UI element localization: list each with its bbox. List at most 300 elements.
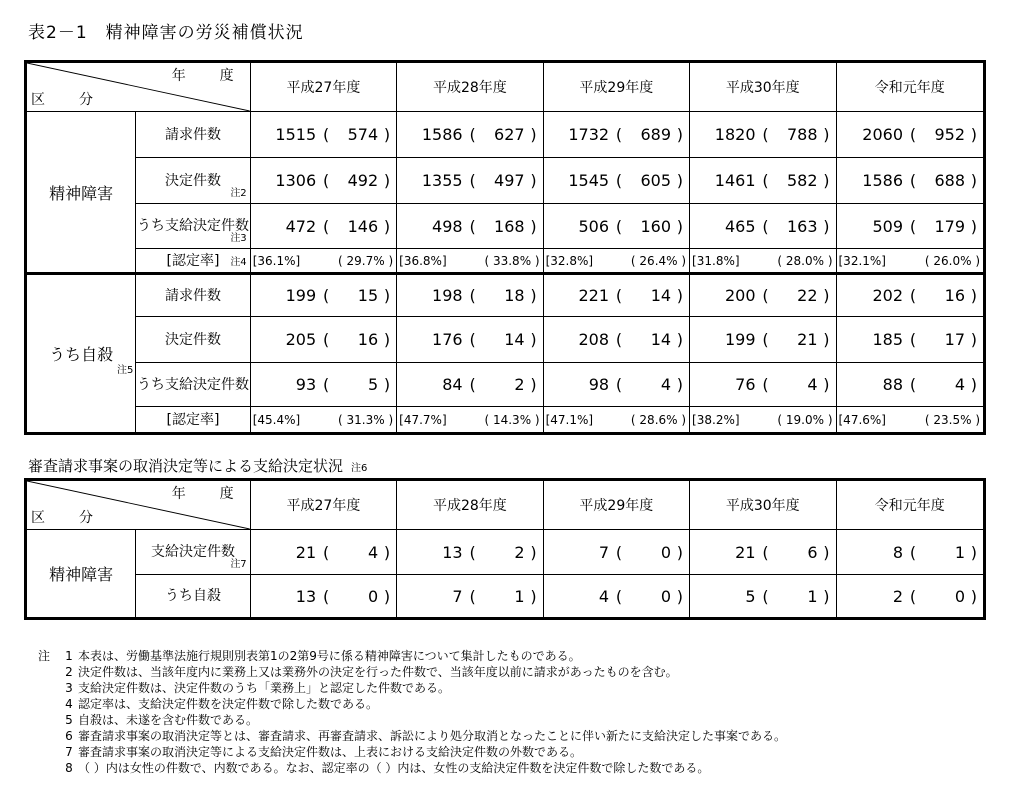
open-paren: ( bbox=[909, 286, 917, 305]
footnote-item bbox=[38, 664, 786, 680]
close-paren: ) bbox=[383, 375, 391, 394]
total-count: 1306 bbox=[275, 171, 317, 190]
total-count: 4 bbox=[598, 586, 610, 606]
total-count: 498 bbox=[432, 216, 463, 236]
rate-cell bbox=[250, 407, 396, 434]
rate-female-wrap bbox=[925, 254, 980, 268]
total-count: 1586 bbox=[421, 125, 463, 144]
row-label-cell bbox=[136, 317, 250, 363]
open-paren: ( bbox=[762, 542, 769, 562]
total-count: 202 bbox=[872, 286, 903, 305]
total-count: 1355 bbox=[421, 171, 463, 190]
rate-total: [47.7%] bbox=[399, 412, 447, 427]
female-count: 952 bbox=[934, 125, 965, 144]
total-count: 1461 bbox=[714, 171, 756, 190]
rate-total: [38.2%] bbox=[692, 412, 740, 427]
open-paren: ( bbox=[909, 171, 917, 190]
rate-total: [32.1%] bbox=[838, 253, 886, 268]
value-cell bbox=[543, 363, 689, 407]
value-cell bbox=[836, 530, 985, 575]
rate-total: [36.1%] bbox=[252, 253, 301, 268]
open-paren: ( bbox=[323, 542, 330, 562]
close-paren: ) bbox=[676, 216, 684, 236]
female-count: 497 bbox=[494, 171, 525, 190]
year-header: 平成28年度 bbox=[397, 62, 543, 112]
row-label: うち自殺 bbox=[165, 588, 222, 604]
close-paren: ) bbox=[971, 412, 980, 427]
female-count: 4 bbox=[660, 375, 672, 394]
row-label: 支給決定件数 bbox=[151, 544, 236, 560]
table-row bbox=[26, 317, 985, 363]
female-count: 16 bbox=[357, 330, 379, 349]
value-cell bbox=[543, 158, 689, 204]
female-count: 492 bbox=[347, 171, 379, 190]
value-cell bbox=[397, 274, 543, 317]
value-cell bbox=[690, 317, 836, 363]
open-paren: ( bbox=[909, 330, 917, 349]
open-paren: ( bbox=[924, 253, 934, 268]
footnote-lead: 注 bbox=[38, 649, 51, 663]
total-count: 1545 bbox=[568, 171, 610, 190]
open-paren: ( bbox=[909, 375, 917, 394]
table-row bbox=[26, 363, 985, 407]
close-paren: ) bbox=[823, 375, 830, 394]
female-count: 14 bbox=[650, 330, 672, 349]
category-cell bbox=[26, 274, 136, 434]
close-paren: ) bbox=[531, 253, 540, 268]
page-title: 表2－1 精神障害の労災補償状況 bbox=[28, 23, 304, 43]
female-count: 5 bbox=[367, 375, 379, 394]
female-count: 179 bbox=[934, 216, 965, 236]
female-count: 163 bbox=[786, 216, 818, 236]
close-paren: ) bbox=[823, 330, 830, 349]
category-label: 精神障害 bbox=[49, 565, 114, 584]
open-paren: ( bbox=[469, 375, 476, 394]
rate-cell bbox=[836, 407, 985, 434]
value-cell bbox=[690, 274, 836, 317]
female-count: 788 bbox=[786, 125, 818, 144]
value-cell bbox=[250, 317, 396, 363]
female-count: 1 bbox=[807, 586, 818, 606]
total-count: 84 bbox=[442, 375, 463, 394]
open-paren: ( bbox=[338, 253, 347, 268]
year-header: 平成28年度 bbox=[397, 480, 543, 530]
value-cell bbox=[397, 158, 543, 204]
value-cell bbox=[836, 575, 985, 619]
footnote-lead bbox=[38, 680, 60, 696]
footnote-text: 認定率は、支給決定件数を決定件数で除した数である。 bbox=[78, 697, 379, 711]
subtitle-note: 注6 bbox=[351, 463, 368, 474]
open-paren: ( bbox=[615, 330, 623, 349]
total-count: 13 bbox=[295, 586, 317, 606]
total-count: 21 bbox=[295, 542, 317, 562]
table-row bbox=[26, 204, 985, 249]
close-paren: ) bbox=[530, 216, 537, 236]
rate-female: 31.3% bbox=[346, 412, 385, 427]
close-paren: ) bbox=[971, 253, 980, 268]
close-paren: ) bbox=[823, 542, 830, 562]
footnote-number: 7 bbox=[65, 745, 73, 759]
rate-female: 33.8% bbox=[492, 253, 532, 268]
close-paren: ) bbox=[676, 375, 684, 394]
total-count: 221 bbox=[578, 286, 610, 305]
rate-total: [32.8%] bbox=[545, 253, 594, 268]
rate-female-wrap bbox=[631, 413, 686, 427]
rate-label: [認定率] bbox=[166, 411, 220, 428]
footnote-text: 決定件数は、当該年度内に業務上又は業務外の決定を行った件数で、当該年度以前に請求があったものを含む。 bbox=[78, 665, 678, 679]
close-paren: ) bbox=[970, 171, 977, 190]
female-count: 0 bbox=[367, 586, 379, 606]
footnote-lead bbox=[38, 728, 60, 744]
row-label: うち支給決定件数 bbox=[137, 376, 250, 393]
rate-cell bbox=[690, 249, 836, 274]
close-paren: ) bbox=[530, 542, 537, 562]
female-count: 4 bbox=[807, 375, 818, 394]
open-paren: ( bbox=[323, 125, 330, 144]
total-count: 200 bbox=[724, 286, 756, 305]
table-row bbox=[26, 112, 985, 158]
close-paren: ) bbox=[383, 542, 391, 562]
value-cell bbox=[250, 204, 396, 249]
value-cell bbox=[397, 575, 543, 619]
section-suicide bbox=[26, 274, 985, 434]
open-paren: ( bbox=[630, 253, 640, 268]
female-count: 1 bbox=[514, 586, 525, 606]
row-label-cell bbox=[136, 530, 250, 575]
female-count: 688 bbox=[934, 171, 965, 190]
female-count: 146 bbox=[347, 216, 379, 236]
category-note: 注5 bbox=[116, 365, 134, 376]
open-paren: ( bbox=[762, 216, 769, 236]
female-count: 582 bbox=[786, 171, 818, 190]
close-paren: ) bbox=[677, 412, 687, 427]
female-count: 1 bbox=[954, 542, 965, 562]
row-note: 注3 bbox=[230, 233, 247, 244]
open-paren: ( bbox=[469, 330, 476, 349]
total-count: 88 bbox=[882, 375, 903, 394]
value-cell bbox=[397, 204, 543, 249]
rate-cell bbox=[543, 249, 689, 274]
value-cell bbox=[250, 274, 396, 317]
total-count: 509 bbox=[872, 216, 903, 236]
open-paren: ( bbox=[615, 286, 623, 305]
value-cell bbox=[250, 575, 396, 619]
close-paren: ) bbox=[383, 586, 391, 606]
value-cell bbox=[690, 204, 836, 249]
open-paren: ( bbox=[909, 216, 917, 236]
table-row bbox=[26, 158, 985, 204]
year-header: 平成27年度 bbox=[250, 480, 396, 530]
table-row bbox=[26, 575, 985, 619]
female-count: 160 bbox=[640, 216, 672, 236]
subtitle bbox=[28, 455, 367, 476]
year-header: 令和元年度 bbox=[836, 62, 985, 112]
open-paren: ( bbox=[338, 412, 347, 427]
female-count: 0 bbox=[954, 586, 965, 606]
female-count: 15 bbox=[357, 286, 379, 305]
rate-female: 29.7% bbox=[346, 253, 385, 268]
footnote-text: 審査請求事案の取消決定等による支給決定件数は、上表における支給決定件数の外数である。 bbox=[78, 745, 583, 759]
close-paren: ) bbox=[677, 253, 687, 268]
table-row bbox=[26, 530, 985, 575]
open-paren: ( bbox=[615, 216, 623, 236]
row-label: うち支給決定件数 bbox=[137, 218, 250, 234]
total-count: 93 bbox=[295, 375, 317, 394]
open-paren: ( bbox=[469, 125, 476, 144]
total-count: 1586 bbox=[862, 171, 903, 190]
close-paren: ) bbox=[970, 375, 977, 394]
category-cell bbox=[26, 112, 136, 274]
close-paren: ) bbox=[383, 286, 391, 305]
footnote-text: （ ）内は女性の件数で、内数である。なお、認定率の（ ）内は、女性の支給決定件数を決定件数で除した数である。 bbox=[78, 761, 710, 775]
value-cell bbox=[836, 112, 985, 158]
total-count: 7 bbox=[598, 542, 610, 562]
row-label-cell bbox=[136, 363, 250, 407]
close-paren: ) bbox=[530, 125, 537, 144]
footnote-number: 1 bbox=[65, 649, 73, 663]
total-count: 21 bbox=[735, 542, 756, 562]
close-paren: ) bbox=[823, 171, 830, 190]
close-paren: ) bbox=[676, 330, 684, 349]
open-paren: ( bbox=[909, 586, 917, 606]
footnote-lead bbox=[38, 744, 60, 760]
footnote-item bbox=[38, 648, 786, 664]
open-paren: ( bbox=[323, 216, 330, 236]
header-row bbox=[26, 480, 985, 530]
section-mental-disorder bbox=[26, 112, 985, 274]
close-paren: ) bbox=[823, 586, 830, 606]
open-paren: ( bbox=[777, 253, 786, 268]
close-paren: ) bbox=[970, 330, 977, 349]
female-count: 4 bbox=[367, 542, 379, 562]
close-paren: ) bbox=[676, 542, 684, 562]
open-paren: ( bbox=[615, 586, 623, 606]
close-paren: ) bbox=[823, 216, 830, 236]
open-paren: ( bbox=[762, 171, 769, 190]
rate-total: [47.1%] bbox=[545, 412, 594, 427]
open-paren: ( bbox=[469, 171, 476, 190]
open-paren: ( bbox=[630, 412, 640, 427]
close-paren: ) bbox=[531, 412, 540, 427]
close-paren: ) bbox=[824, 412, 833, 427]
rate-female: 14.3% bbox=[492, 412, 532, 427]
rate-female: 28.0% bbox=[785, 253, 824, 268]
female-count: 22 bbox=[797, 286, 818, 305]
header-row bbox=[26, 62, 985, 112]
footnote-item bbox=[38, 728, 786, 744]
open-paren: ( bbox=[615, 125, 623, 144]
female-count: 14 bbox=[504, 330, 525, 349]
value-cell bbox=[836, 363, 985, 407]
value-cell bbox=[250, 363, 396, 407]
open-paren: ( bbox=[615, 375, 623, 394]
section-appeal bbox=[26, 530, 985, 619]
value-cell bbox=[836, 204, 985, 249]
close-paren: ) bbox=[970, 542, 977, 562]
open-paren: ( bbox=[323, 286, 330, 305]
total-count: 98 bbox=[588, 375, 610, 394]
total-count: 205 bbox=[285, 330, 317, 349]
female-count: 21 bbox=[797, 330, 818, 349]
rate-row bbox=[26, 407, 985, 434]
footnote-lead bbox=[38, 760, 60, 776]
rate-label-cell bbox=[136, 249, 250, 274]
close-paren: ) bbox=[384, 253, 394, 268]
total-count: 1820 bbox=[714, 125, 756, 144]
value-cell bbox=[690, 530, 836, 575]
category-cell bbox=[26, 530, 136, 619]
year-header: 平成29年度 bbox=[543, 62, 689, 112]
open-paren: ( bbox=[615, 171, 623, 190]
female-count: 6 bbox=[807, 542, 818, 562]
rate-cell bbox=[250, 249, 396, 274]
total-count: 2060 bbox=[862, 125, 903, 144]
rate-female-wrap bbox=[777, 413, 832, 427]
footnote-number: 5 bbox=[65, 713, 73, 727]
category-label: うち自殺 bbox=[49, 345, 114, 364]
footnote-text: 本表は、労働基準法施行規則別表第1の2第9号に係る精神障害について集計したものである。 bbox=[78, 649, 581, 663]
rate-cell bbox=[690, 407, 836, 434]
rate-female: 28.6% bbox=[639, 412, 678, 427]
value-cell bbox=[543, 112, 689, 158]
total-count: 208 bbox=[578, 330, 610, 349]
rate-total: [45.4%] bbox=[252, 412, 301, 427]
corner-cell bbox=[26, 62, 251, 112]
total-count: 76 bbox=[735, 375, 756, 394]
main-table bbox=[24, 60, 986, 435]
value-cell bbox=[543, 575, 689, 619]
open-paren: ( bbox=[323, 586, 330, 606]
value-cell bbox=[836, 317, 985, 363]
value-cell bbox=[250, 530, 396, 575]
close-paren: ) bbox=[676, 286, 684, 305]
corner-category-label: 区 分 bbox=[31, 92, 103, 108]
total-count: 199 bbox=[285, 286, 317, 305]
open-paren: ( bbox=[777, 412, 786, 427]
close-paren: ) bbox=[970, 216, 977, 236]
rate-cell bbox=[836, 249, 985, 274]
rate-female: 19.0% bbox=[785, 412, 824, 427]
rate-female: 26.4% bbox=[639, 253, 678, 268]
appeal-table bbox=[24, 478, 986, 620]
rate-label: [認定率] bbox=[166, 252, 220, 269]
close-paren: ) bbox=[383, 125, 391, 144]
close-paren: ) bbox=[823, 125, 830, 144]
total-count: 506 bbox=[578, 216, 610, 236]
close-paren: ) bbox=[824, 253, 833, 268]
close-paren: ) bbox=[676, 125, 684, 144]
rate-row bbox=[26, 249, 985, 274]
footnote-item bbox=[38, 712, 786, 728]
year-header: 平成30年度 bbox=[690, 480, 836, 530]
footnote-item bbox=[38, 696, 786, 712]
row-label-cell bbox=[136, 274, 250, 317]
close-paren: ) bbox=[530, 171, 537, 190]
open-paren: ( bbox=[762, 125, 769, 144]
rate-label-cell bbox=[136, 407, 250, 434]
row-label-cell bbox=[136, 204, 250, 249]
footnote-lead bbox=[38, 664, 60, 680]
value-cell bbox=[250, 112, 396, 158]
footnote-lead bbox=[38, 712, 60, 728]
female-count: 574 bbox=[347, 125, 379, 144]
female-count: 16 bbox=[944, 286, 965, 305]
corner-cell bbox=[26, 480, 251, 530]
open-paren: ( bbox=[323, 375, 330, 394]
row-label: 請求件数 bbox=[165, 126, 222, 143]
footnote-item bbox=[38, 744, 786, 760]
female-count: 2 bbox=[514, 375, 525, 394]
close-paren: ) bbox=[530, 375, 537, 394]
total-count: 2 bbox=[892, 586, 903, 606]
open-paren: ( bbox=[469, 586, 476, 606]
close-paren: ) bbox=[676, 586, 684, 606]
open-paren: ( bbox=[615, 542, 623, 562]
female-count: 17 bbox=[944, 330, 965, 349]
rate-total: [31.8%] bbox=[692, 253, 740, 268]
value-cell bbox=[690, 363, 836, 407]
total-count: 1732 bbox=[568, 125, 610, 144]
rate-female-wrap bbox=[484, 413, 539, 427]
corner-year-label: 年 度 bbox=[171, 68, 244, 84]
close-paren: ) bbox=[530, 586, 537, 606]
female-count: 0 bbox=[660, 586, 672, 606]
rate-note: 注4 bbox=[230, 257, 247, 268]
category-label: 精神障害 bbox=[49, 183, 114, 203]
female-count: 168 bbox=[494, 216, 525, 236]
value-cell bbox=[250, 158, 396, 204]
close-paren: ) bbox=[970, 586, 977, 606]
table-row bbox=[26, 274, 985, 317]
total-count: 199 bbox=[724, 330, 756, 349]
total-count: 198 bbox=[432, 286, 463, 305]
open-paren: ( bbox=[484, 253, 493, 268]
corner-year-label: 年 度 bbox=[171, 486, 244, 502]
footnotes bbox=[38, 648, 786, 776]
rate-female-wrap bbox=[338, 413, 393, 427]
value-cell bbox=[397, 363, 543, 407]
total-count: 185 bbox=[872, 330, 903, 349]
rate-female: 26.0% bbox=[933, 253, 972, 268]
female-count: 4 bbox=[954, 375, 965, 394]
footnote-text: 自殺は、未遂を含む件数である。 bbox=[78, 713, 259, 727]
value-cell bbox=[690, 575, 836, 619]
close-paren: ) bbox=[676, 171, 684, 190]
footnote-number: 3 bbox=[65, 681, 73, 695]
value-cell bbox=[836, 274, 985, 317]
open-paren: ( bbox=[469, 542, 476, 562]
footnote-text: 審査請求事案の取消決定等とは、審査請求、再審査請求、訴訟により処分取消となったことに伴い新たに支給決定した事案である。 bbox=[78, 729, 787, 743]
close-paren: ) bbox=[383, 171, 391, 190]
close-paren: ) bbox=[970, 286, 977, 305]
footnote-item bbox=[38, 760, 786, 776]
rate-female-wrap bbox=[777, 254, 832, 268]
open-paren: ( bbox=[323, 171, 330, 190]
female-count: 2 bbox=[514, 542, 525, 562]
open-paren: ( bbox=[762, 586, 769, 606]
footnote-text: 支給決定件数は、決定件数のうち「業務上」と認定した件数である。 bbox=[78, 681, 451, 695]
value-cell bbox=[397, 112, 543, 158]
corner-category-label: 区 分 bbox=[31, 510, 103, 526]
total-count: 176 bbox=[432, 330, 463, 349]
close-paren: ) bbox=[530, 286, 537, 305]
footnote-number: 8 bbox=[65, 761, 73, 775]
value-cell bbox=[543, 274, 689, 317]
total-count: 8 bbox=[892, 542, 903, 562]
row-label: 決定件数 bbox=[165, 331, 222, 348]
close-paren: ) bbox=[383, 216, 391, 236]
rate-female-wrap bbox=[484, 254, 539, 268]
